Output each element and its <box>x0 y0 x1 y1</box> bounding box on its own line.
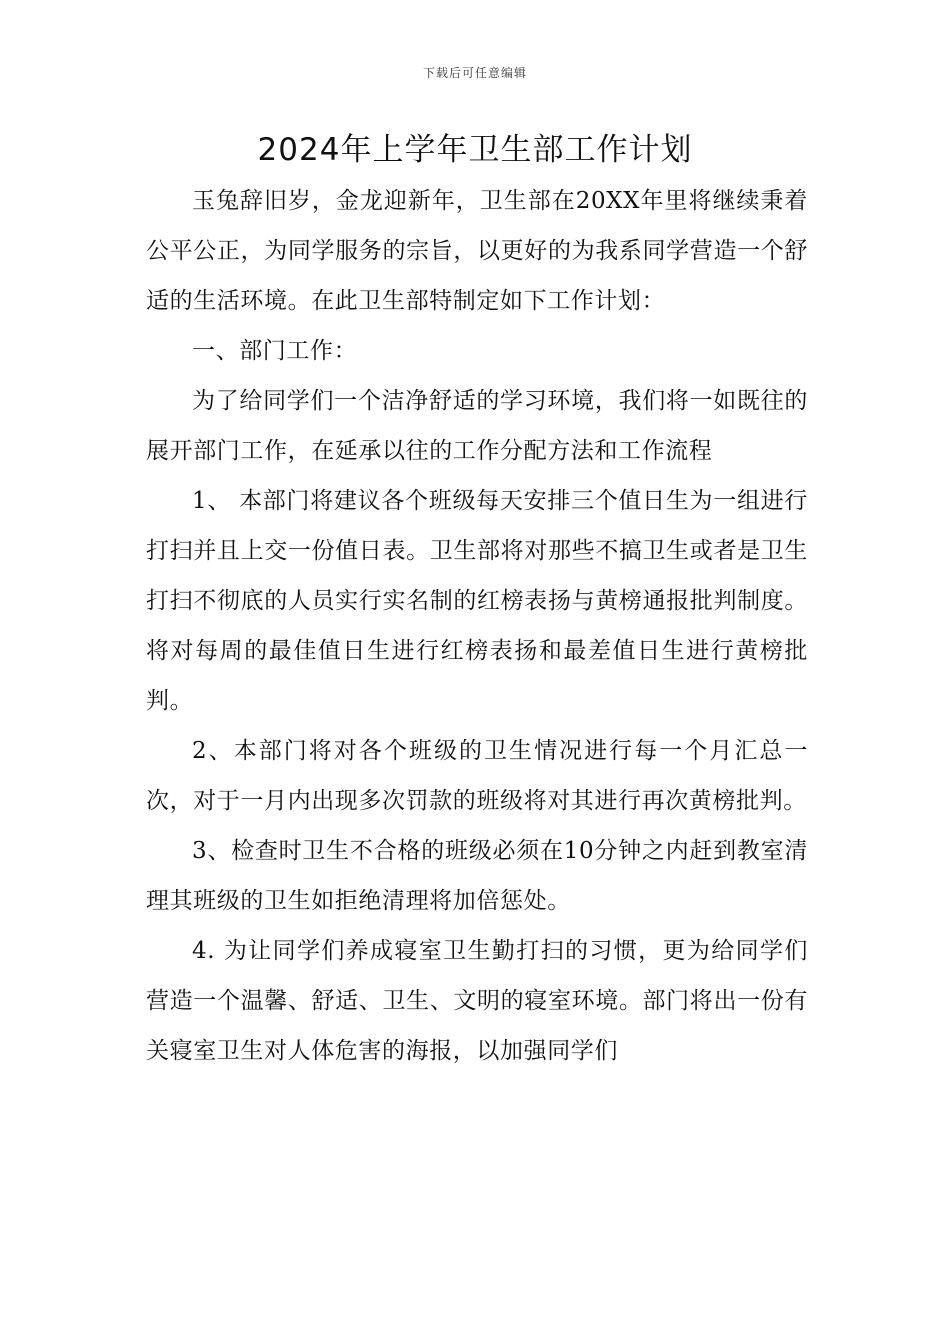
document-body <box>146 176 808 1076</box>
paragraph-section-intro: 为了给同学们一个洁净舒适的学习环境，我们将一如既往的展开部门工作，在延承以往的工作分配方法和工作流程 <box>146 388 808 464</box>
list-item-2: 2、本部门将对各个班级的卫生情况进行每一个月汇总一次，对于一月内出现多次罚款的班级将对其进行再次黄榜批判。 <box>146 738 808 814</box>
header-note: 下载后可任意编辑 <box>422 66 527 80</box>
page-title: 2024年上学年卫生部工作计划 <box>257 132 693 168</box>
paragraph-intro: 玉兔辞旧岁，金龙迎新年，卫生部在20XX年里将继续秉着公平公正，为同学服务的宗旨，以更好的为我系同学营造一个舒适的生活环境。在此卫生部特制定如下工作计划： <box>146 188 808 314</box>
list-item-3: 3、检查时卫生不合格的班级必须在10分钟之内赶到教室清理其班级的卫生如拒绝清理将加倍惩处。 <box>146 838 808 914</box>
list-item-4: 4. 为让同学们养成寝室卫生勤打扫的习惯，更为给同学们营造一个温馨、舒适、卫生、文明的寝室环境。部门将出一份有关寝室卫生对人体危害的海报，以加强同学们 <box>146 938 808 1064</box>
list-item-1: 1、 本部门将建议各个班级每天安排三个值日生为一组进行打扫并且上交一份值日表。卫生部将对那些不搞卫生或者是卫生打扫不彻底的人员实行实名制的红榜表扬与黄榜通报批判制度。将对每周的最佳值日生进行红榜表扬和最差值日生进行黄榜批判。 <box>146 488 808 714</box>
section-heading: 一、部门工作： <box>192 338 358 364</box>
